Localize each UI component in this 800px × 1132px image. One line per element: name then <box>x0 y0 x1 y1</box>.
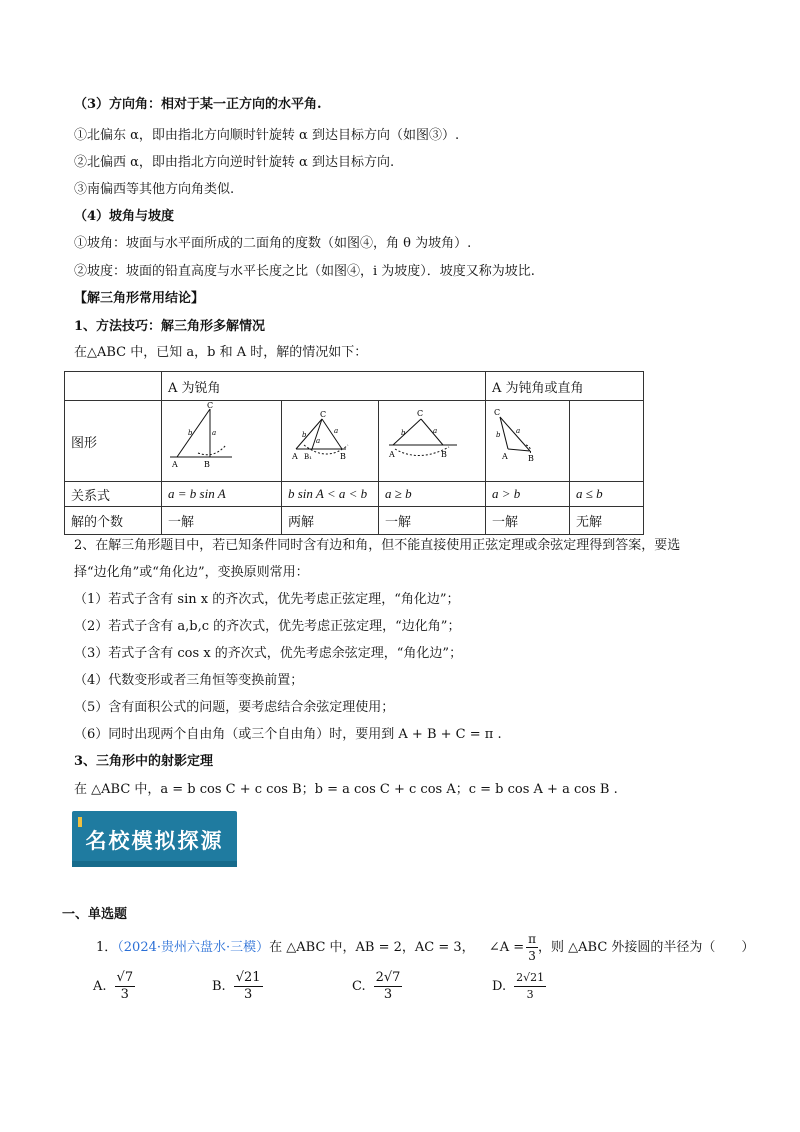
fig2-label-B1: B₁ <box>304 453 312 461</box>
option-c-numerator: 2√7 <box>375 970 401 985</box>
section-banner <box>72 811 237 867</box>
relation-3: a ≥ b <box>379 482 486 507</box>
method-2-rule-3: （3）若式子含有 cos x 的齐次式，优先考虑余弦定理，“角化边”； <box>74 646 463 661</box>
section-4-title: （4）坡角与坡度 <box>74 209 175 224</box>
fig3-label-b: b <box>401 429 406 437</box>
fig1-label-A: A <box>172 460 178 469</box>
method-2-rule-4: （4）代数变形或者三角恒等变换前置； <box>74 673 304 688</box>
sec4-line-1: ①坡角：坡面与水平面所成的二面角的度数（如图④，角 θ 为坡角）. <box>74 236 472 251</box>
fig2-label-c: C <box>320 410 327 419</box>
fig4-label-b: b <box>496 431 501 439</box>
angle-fraction <box>526 931 538 964</box>
relation-1: a = b sin A <box>162 482 282 507</box>
option-a-numerator: √7 <box>116 970 134 985</box>
figure-cell-1 <box>162 401 282 482</box>
method-2-rule-2: （2）若式子含有 a,b,c 的齐次式，优先考虑正弦定理，“边化角”； <box>74 619 461 634</box>
acute-header: A 为锐角 <box>162 372 486 401</box>
question-1-angle: ∠A = <box>488 940 525 955</box>
figure-cell-4 <box>486 401 570 482</box>
solution-cases-table <box>64 371 644 535</box>
triangle-ageb-figure <box>379 401 485 477</box>
fig2-label-a-outer: a <box>334 427 339 435</box>
count-3: 一解 <box>379 507 486 535</box>
sec3-line-2: ②北偏西 α，即由指北方向逆时针旋转 α 到达目标方向. <box>74 155 395 170</box>
fig4-label-c: C <box>494 408 501 417</box>
fig4-label-a: a <box>516 427 521 435</box>
banner-underbar <box>72 861 237 867</box>
option-a-fraction <box>115 970 136 1003</box>
option-b-fraction <box>234 970 263 1003</box>
option-c-fraction <box>374 970 403 1003</box>
option-d[interactable] <box>492 970 546 1003</box>
triangle-right-figure <box>162 401 281 477</box>
option-a-denominator: 3 <box>120 987 129 1002</box>
fig1-label-B: B <box>204 460 210 469</box>
fig3-label-c: C <box>417 409 424 418</box>
method-1-title: 1、方法技巧：解三角形多解情况 <box>74 319 266 334</box>
fig3-label-A: A <box>389 450 395 459</box>
count-1: 一解 <box>162 507 282 535</box>
projection-formula: 在 △ABC 中，a = b cos C + c cos B；b = a cos C + c cos A；c = b cos A + a cos B . <box>74 782 618 797</box>
fig4-label-A: A <box>502 452 508 461</box>
relation-2: b sin A < a < b <box>282 482 379 507</box>
fig4-label-B: B <box>528 454 534 463</box>
option-a[interactable] <box>93 970 135 1003</box>
option-c[interactable] <box>352 970 402 1003</box>
question-1-number: 1． <box>96 940 118 955</box>
count-5: 无解 <box>570 507 644 535</box>
table-corner-cell <box>65 372 162 401</box>
figure-cell-5-empty <box>570 401 644 482</box>
obtuse-header: A 为钝角或直角 <box>486 372 644 401</box>
conclusions-header: 【解三角形常用结论】 <box>74 291 205 306</box>
fig1-label-c: C <box>207 401 214 410</box>
fig3-label-B: B <box>441 450 447 459</box>
option-b-numerator: √21 <box>235 970 261 985</box>
sec3-line-3: ③南偏西等其他方向角类似. <box>74 182 235 197</box>
option-c-denominator: 3 <box>383 987 393 1002</box>
triangle-obtuse-figure <box>486 401 569 477</box>
row-label-relation: 关系式 <box>65 482 162 507</box>
option-b-label: B. <box>212 979 226 994</box>
option-a-label: A. <box>93 979 107 994</box>
question-1 <box>96 931 754 964</box>
method-1-intro: 在△ABC 中，已知 a，b 和 A 时，解的情况如下： <box>74 345 368 360</box>
figure-cell-3 <box>379 401 486 482</box>
fig2-label-A: A <box>292 452 298 461</box>
option-d-denominator: 3 <box>526 988 534 1001</box>
fig2-label-a-inner: a <box>316 437 321 445</box>
option-d-label: D. <box>492 979 507 994</box>
option-d-numerator: 2√21 <box>514 970 546 987</box>
fig1-label-a: a <box>212 429 217 437</box>
option-b[interactable] <box>212 970 263 1003</box>
method-2-rule-6: （6）同时出现两个自由角（或三个自由角）时，要用到 A + B + C = π . <box>74 727 502 742</box>
option-c-label: C. <box>352 979 366 994</box>
count-4: 一解 <box>486 507 570 535</box>
triangle-two-solutions-figure <box>282 401 378 477</box>
question-1-stem-b: ，则 △ABC 外接圆的半径为（ ） <box>538 940 755 955</box>
sec4-line-2: ②坡度：坡面的铅直高度与水平长度之比（如图④，i 为坡度）．坡度又称为坡比. <box>74 264 535 279</box>
relation-5: a ≤ b <box>570 482 644 507</box>
question-section-title: 一、单选题 <box>62 907 128 922</box>
relation-4: a > b <box>486 482 570 507</box>
count-2: 两解 <box>282 507 379 535</box>
option-b-denominator: 3 <box>243 987 253 1002</box>
fig3-label-a: a <box>433 427 438 435</box>
question-1-source[interactable]: （2024·贵州六盘水·三模） <box>117 940 270 955</box>
fig2-label-B: B <box>340 452 346 461</box>
row-label-count: 解的个数 <box>65 507 162 535</box>
row-label-figure: 图形 <box>65 401 162 482</box>
method-2-rule-5: （5）含有面积公式的问题，要考虑结合余弦定理使用； <box>74 700 395 715</box>
angle-denominator: 3 <box>528 949 536 963</box>
section-3-title: （3）方向角：相对于某一正方向的水平角. <box>74 97 322 112</box>
fig2-label-b: b <box>302 431 307 439</box>
method-3-title: 3、三角形中的射影定理 <box>74 754 214 769</box>
method-2-rule-1: （1）若式子含有 sin x 的齐次式，优先考虑正弦定理，“角化边”； <box>74 592 460 607</box>
option-d-fraction <box>514 970 546 1003</box>
angle-numerator: π <box>528 932 537 946</box>
banner-title: 名校模拟探源 <box>85 829 224 853</box>
figure-cell-2 <box>282 401 379 482</box>
method-2-line-1: 2、在解三角形题目中，若已知条件同时含有边和角，但不能直接使用正弦定理或余弦定理得到答案，要选 <box>74 538 681 553</box>
question-1-stem-a: 在 △ABC 中，AB = 2，AC = 3， <box>269 940 475 955</box>
sec3-line-1: ①北偏东 α，即由指北方向顺时针旋转 α 到达目标方向（如图③）. <box>74 128 460 143</box>
method-2-line-2: 择“边化角”或“角化边”，变换原则常用： <box>74 565 309 580</box>
fig1-label-b: b <box>188 429 193 437</box>
